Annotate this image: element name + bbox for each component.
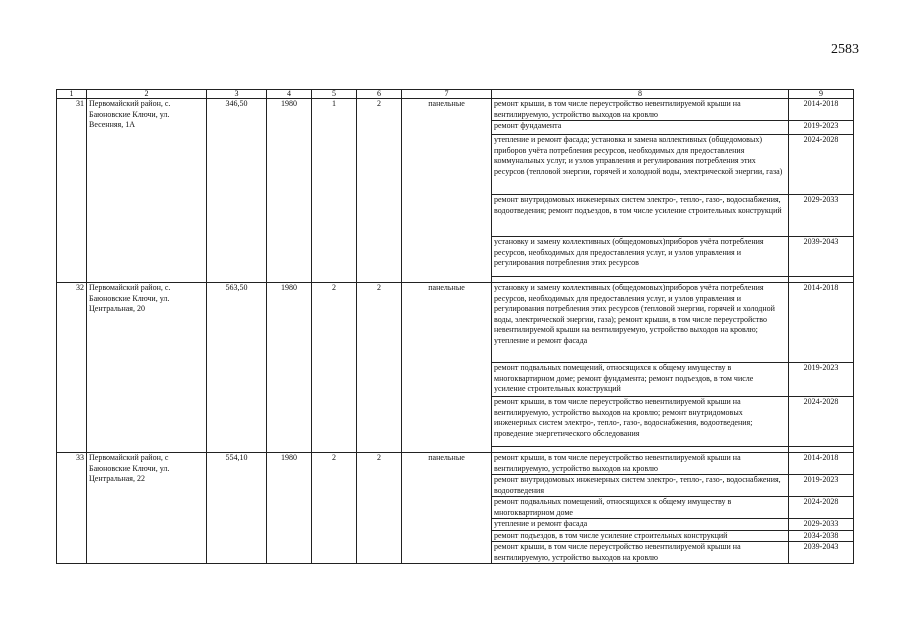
column-header: 5 [312, 90, 357, 99]
column-header: 3 [207, 90, 267, 99]
column-header: 8 [492, 90, 789, 99]
record-year: 1980 [267, 99, 312, 283]
work-period: 2029-2033 [789, 195, 854, 237]
table-row [57, 99, 854, 121]
record-year: 1980 [267, 453, 312, 564]
repair-schedule-table [56, 89, 854, 564]
table-row [57, 453, 854, 475]
work-description: ремонт крыши, в том числе переустройство невентилируемой крыши на вентилируемую, устройство выходов на кровлю [492, 99, 789, 121]
page-number: 2583 [831, 42, 859, 57]
record-area: 554,10 [207, 453, 267, 564]
record-number: 33 [57, 453, 87, 564]
work-description: ремонт крыши, в том числе переустройство невентилируемой крыши на вентилируемую, устройство выходов на кровлю [492, 453, 789, 475]
work-description: ремонт подъездов, в том числе усиление строительных конструкций [492, 530, 789, 542]
work-period: 2014-2018 [789, 453, 854, 475]
table-row [57, 283, 854, 363]
work-description: ремонт подвальных помещений, относящихся к общему имуществу в многоквартирном доме [492, 497, 789, 519]
work-description: утепление и ремонт фасада; установка и замена коллективных (общедомовых) приборов учёта потребления ресурсов, необходимых для предоставления коммунальных услуг, и узлов управления и регулирования потребления этих ресурсов (тепловой энергии, горячей и холодной воды, электрической энергии, газа) [492, 135, 789, 195]
record-number: 32 [57, 283, 87, 453]
column-header: 4 [267, 90, 312, 99]
column-header: 1 [57, 90, 87, 99]
work-description: установку и замену коллективных (общедомовых)приборов учёта потребления ресурсов, необходимых для предоставления услуг, и узлов управления и регулирования потребления этих ресурсов (тепловой энергии, горячей и холодной воды, электрической энергии, газа); ремонт крыши, в том числе переустройство невентилируемой крыши на вентилируемую, устройство выходов на кровлю; утепление и ремонт фасада [492, 283, 789, 363]
work-period: 2024-2028 [789, 497, 854, 519]
work-period: 2039-2043 [789, 542, 854, 564]
work-period: 2019-2023 [789, 475, 854, 497]
work-period: 2014-2018 [789, 99, 854, 121]
record-col6: 2 [357, 453, 402, 564]
record-address: Первомайский район, с Баюновские Ключи, ул. Центральная, 22 [87, 453, 207, 564]
record-number: 31 [57, 99, 87, 283]
work-period: 2019-2023 [789, 363, 854, 397]
record-wall-material: панельные [402, 99, 492, 283]
work-description: ремонт крыши, в том числе переустройство невентилируемой крыши на вентилируемую, устройство выходов на кровлю; ремонт внутридомовых инженерных систем электро-, тепло-, газо-, водоснабжения, водоотведения; проведение энергетического обследования [492, 397, 789, 447]
record-area: 346,50 [207, 99, 267, 283]
work-period: 2024-2028 [789, 135, 854, 195]
record-col5: 2 [312, 283, 357, 453]
record-area: 563,50 [207, 283, 267, 453]
record-wall-material: панельные [402, 453, 492, 564]
record-col6: 2 [357, 99, 402, 283]
work-description: установку и замену коллективных (общедомовых)приборов учёта потребления ресурсов, необходимых для предоставления услуг, и узлов управления и регулирования потребления этих ресурсов [492, 237, 789, 277]
record-address: Первомайский район, с. Баюновские Ключи, ул. Весенняя, 1А [87, 99, 207, 283]
record-col5: 2 [312, 453, 357, 564]
record-year: 1980 [267, 283, 312, 453]
work-description: ремонт фундамента [492, 121, 789, 135]
record-col6: 2 [357, 283, 402, 453]
work-period: 2024-2028 [789, 397, 854, 447]
record-col5: 1 [312, 99, 357, 283]
column-header: 7 [402, 90, 492, 99]
work-description: утепление и ремонт фасада [492, 519, 789, 531]
work-period: 2019-2023 [789, 121, 854, 135]
work-period: 2039-2043 [789, 237, 854, 277]
column-header: 9 [789, 90, 854, 99]
work-period: 2029-2033 [789, 519, 854, 531]
work-period: 2014-2018 [789, 283, 854, 363]
column-header: 2 [87, 90, 207, 99]
work-description: ремонт подвальных помещений, относящихся к общему имуществу в многоквартирном доме; ремонт фундамента; ремонт подъездов, в том числе усиление строительных конструкций [492, 363, 789, 397]
work-description: ремонт внутридомовых инженерных систем электро-, тепло-, газо-, водоснабжения, водоотведения; ремонт подъездов, в том числе усиление строительных конструкций [492, 195, 789, 237]
column-number-row [57, 90, 854, 99]
work-description: ремонт крыши, в том числе переустройство невентилируемой крыши на вентилируемую, устройство выходов на кровлю [492, 542, 789, 564]
record-wall-material: панельные [402, 283, 492, 453]
work-period: 2034-2038 [789, 530, 854, 542]
column-header: 6 [357, 90, 402, 99]
record-address: Первомайский район, с. Баюновские Ключи, ул. Центральная, 20 [87, 283, 207, 453]
work-description: ремонт внутридомовых инженерных систем электро-, тепло-, газо-, водоснабжения, водоотведения [492, 475, 789, 497]
